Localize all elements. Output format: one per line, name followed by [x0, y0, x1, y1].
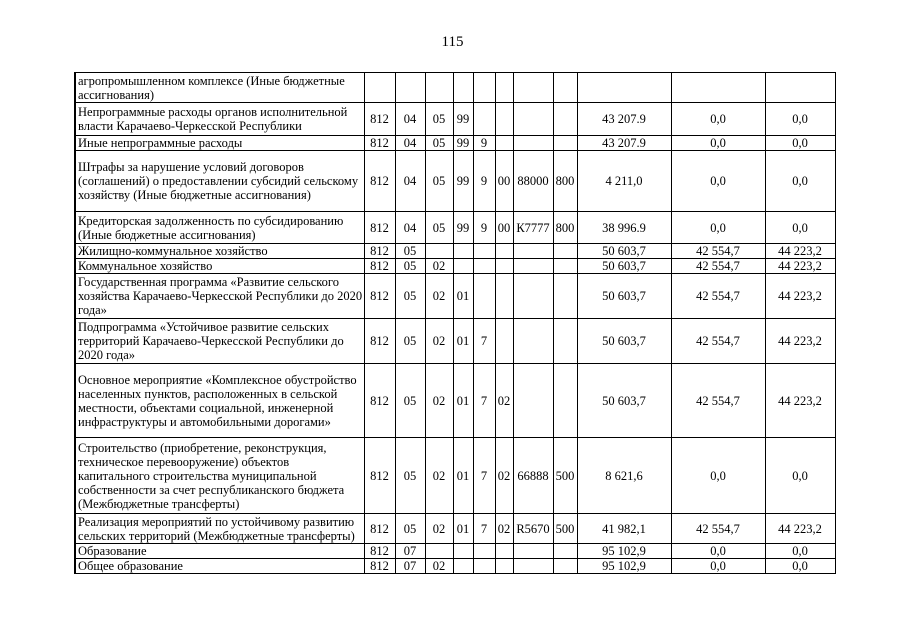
- cell-rz: 04: [395, 151, 425, 212]
- cell-p4: [513, 544, 553, 559]
- table-row: [55, 103, 835, 136]
- cell-vr: [553, 319, 577, 364]
- cell-ved: 812: [364, 103, 395, 136]
- cell-p2: [473, 544, 495, 559]
- cell-pr: 05: [425, 136, 453, 151]
- cell-p4: [513, 136, 553, 151]
- cell-p4: [513, 259, 553, 274]
- cell-y2: [671, 73, 765, 103]
- cell-rz: 05: [395, 274, 425, 319]
- cell-ved: 812: [364, 259, 395, 274]
- cell-pr: 02: [425, 364, 453, 438]
- cell-p3: 02: [495, 364, 513, 438]
- cell-vr: [553, 73, 577, 103]
- cell-p1: [453, 559, 473, 574]
- cell-p4: [513, 244, 553, 259]
- cell-pr: 02: [425, 514, 453, 544]
- cell-p1: 01: [453, 514, 473, 544]
- cell-y1: 50 603,7: [577, 319, 671, 364]
- cell-pr: 02: [425, 559, 453, 574]
- cell-y2: 0,0: [671, 438, 765, 514]
- cell-pr: 02: [425, 259, 453, 274]
- cell-p3: 02: [495, 514, 513, 544]
- row-name: Основное мероприятие «Комплексное обустройство населенных пунктов, расположенных в сельской местности, объектами социальной, инженерной инфраструктуры и автомобильными дорогами»: [75, 364, 364, 438]
- cell-ved: 812: [364, 244, 395, 259]
- cell-rz: 05: [395, 438, 425, 514]
- table-row: [55, 259, 835, 274]
- cell-vr: 500: [553, 438, 577, 514]
- cell-p3: 00: [495, 212, 513, 244]
- cell-pr: 02: [425, 319, 453, 364]
- cell-y2: 0,0: [671, 544, 765, 559]
- row-margin: [55, 259, 75, 274]
- cell-p1: 99: [453, 212, 473, 244]
- cell-y3: 44 223,2: [765, 244, 835, 259]
- cell-y1: 43 207.9: [577, 136, 671, 151]
- cell-y3: 0,0: [765, 559, 835, 574]
- cell-p1: 99: [453, 151, 473, 212]
- row-margin: [55, 544, 75, 559]
- cell-ved: 812: [364, 136, 395, 151]
- cell-pr: 02: [425, 274, 453, 319]
- cell-y3: 0,0: [765, 151, 835, 212]
- cell-y2: 0,0: [671, 136, 765, 151]
- cell-ved: 812: [364, 274, 395, 319]
- table-row: [55, 73, 835, 103]
- cell-rz: 04: [395, 212, 425, 244]
- page-number: 115: [441, 34, 464, 50]
- cell-rz: [395, 73, 425, 103]
- cell-p3: [495, 73, 513, 103]
- table-row: [55, 514, 835, 544]
- table-row: [55, 364, 835, 438]
- cell-ved: 812: [364, 319, 395, 364]
- cell-y1: 38 996.9: [577, 212, 671, 244]
- cell-rz: 05: [395, 319, 425, 364]
- cell-p4: [513, 364, 553, 438]
- cell-y2: 42 554,7: [671, 259, 765, 274]
- cell-p2: [473, 244, 495, 259]
- table-row: [55, 544, 835, 559]
- cell-y3: 0,0: [765, 544, 835, 559]
- table-row: [55, 244, 835, 259]
- cell-vr: [553, 559, 577, 574]
- cell-p3: [495, 544, 513, 559]
- cell-p4: [513, 274, 553, 319]
- cell-y3: 0,0: [765, 438, 835, 514]
- cell-p1: 01: [453, 364, 473, 438]
- row-margin: [55, 73, 75, 103]
- cell-p3: 02: [495, 438, 513, 514]
- cell-p1: [453, 73, 473, 103]
- row-name: агропромышленном комплексе (Иные бюджетные ассигнования): [75, 73, 364, 103]
- cell-y2: 0,0: [671, 151, 765, 212]
- cell-p2: [473, 559, 495, 574]
- cell-p3: [495, 244, 513, 259]
- row-name: Подпрограмма «Устойчивое развитие сельских территорий Карачаево-Черкесской Республики до 2020 года»: [75, 319, 364, 364]
- row-name: Штрафы за нарушение условий договоров (соглашений) о предоставлении субсидий сельскому хозяйству (Иные бюджетные ассигнования): [75, 151, 364, 212]
- cell-y3: 44 223,2: [765, 364, 835, 438]
- row-margin: [55, 319, 75, 364]
- row-name: Строительство (приобретение, реконструкция, техническое перевооружение) объектов капитального строительства муниципальной собственности за счет республиканского бюджета (Межбюджетные трансферты): [75, 438, 364, 514]
- cell-y2: 42 554,7: [671, 364, 765, 438]
- cell-y3: 0,0: [765, 136, 835, 151]
- cell-pr: 05: [425, 151, 453, 212]
- cell-ved: 812: [364, 212, 395, 244]
- cell-vr: 500: [553, 514, 577, 544]
- cell-p4: [513, 73, 553, 103]
- cell-y2: 0,0: [671, 103, 765, 136]
- row-name: Иные непрограммные расходы: [75, 136, 364, 151]
- cell-p2: 7: [473, 319, 495, 364]
- cell-p2: [473, 103, 495, 136]
- cell-y3: [765, 73, 835, 103]
- cell-p2: 7: [473, 438, 495, 514]
- row-name: Кредиторская задолженность по субсидированию (Иные бюджетные ассигнования): [75, 212, 364, 244]
- cell-vr: [553, 244, 577, 259]
- row-name: Непрограммные расходы органов исполнительной власти Карачаево-Черкесской Республики: [75, 103, 364, 136]
- table-row: [55, 212, 835, 244]
- cell-p1: 01: [453, 438, 473, 514]
- cell-y1: 50 603,7: [577, 274, 671, 319]
- cell-vr: [553, 544, 577, 559]
- cell-p1: 01: [453, 319, 473, 364]
- cell-p2: 9: [473, 136, 495, 151]
- cell-p4: [513, 103, 553, 136]
- cell-vr: 800: [553, 212, 577, 244]
- cell-p4: [513, 559, 553, 574]
- cell-y2: 0,0: [671, 559, 765, 574]
- cell-pr: 02: [425, 438, 453, 514]
- cell-p3: [495, 559, 513, 574]
- cell-ved: 812: [364, 514, 395, 544]
- cell-y3: 44 223,2: [765, 274, 835, 319]
- cell-y1: 50 603,7: [577, 244, 671, 259]
- cell-rz: 07: [395, 559, 425, 574]
- cell-rz: 07: [395, 544, 425, 559]
- cell-p2: [473, 73, 495, 103]
- row-name: Жилищно-коммунальное хозяйство: [75, 244, 364, 259]
- cell-vr: [553, 259, 577, 274]
- table-row: [55, 559, 835, 574]
- row-margin: [55, 514, 75, 544]
- cell-y3: 0,0: [765, 103, 835, 136]
- cell-p2: 7: [473, 514, 495, 544]
- cell-p3: [495, 136, 513, 151]
- cell-vr: [553, 136, 577, 151]
- cell-rz: 05: [395, 244, 425, 259]
- cell-ved: 812: [364, 559, 395, 574]
- row-margin: [55, 364, 75, 438]
- cell-p2: 7: [473, 364, 495, 438]
- cell-vr: [553, 274, 577, 319]
- row-margin: [55, 244, 75, 259]
- cell-ved: 812: [364, 544, 395, 559]
- cell-y1: [577, 73, 671, 103]
- row-name: Государственная программа «Развитие сельского хозяйства Карачаево-Черкесской Республики до 2020 года»: [75, 274, 364, 319]
- table-row: [55, 438, 835, 514]
- cell-p2: [473, 274, 495, 319]
- row-margin: [55, 438, 75, 514]
- cell-y3: 0,0: [765, 212, 835, 244]
- cell-rz: 04: [395, 136, 425, 151]
- cell-pr: [425, 73, 453, 103]
- cell-pr: [425, 244, 453, 259]
- cell-vr: [553, 103, 577, 136]
- cell-p1: [453, 544, 473, 559]
- cell-pr: 05: [425, 103, 453, 136]
- budget-table: [55, 72, 836, 574]
- cell-rz: 05: [395, 364, 425, 438]
- cell-y1: 95 102,9: [577, 559, 671, 574]
- cell-p4: 66888: [513, 438, 553, 514]
- cell-y1: 95 102,9: [577, 544, 671, 559]
- row-margin: [55, 212, 75, 244]
- cell-y1: 50 603,7: [577, 259, 671, 274]
- cell-y1: 50 603,7: [577, 364, 671, 438]
- cell-p1: [453, 244, 473, 259]
- row-margin: [55, 136, 75, 151]
- cell-vr: 800: [553, 151, 577, 212]
- cell-p4: R5670: [513, 514, 553, 544]
- cell-vr: [553, 364, 577, 438]
- row-margin: [55, 151, 75, 212]
- row-name: Образование: [75, 544, 364, 559]
- table-row: [55, 274, 835, 319]
- table-row: [55, 319, 835, 364]
- cell-p4: [513, 319, 553, 364]
- row-margin: [55, 103, 75, 136]
- table-row: [55, 151, 835, 212]
- cell-p4: 88000: [513, 151, 553, 212]
- row-name: Коммунальное хозяйство: [75, 259, 364, 274]
- cell-p3: [495, 259, 513, 274]
- cell-rz: 04: [395, 103, 425, 136]
- cell-rz: 05: [395, 259, 425, 274]
- cell-p1: 99: [453, 136, 473, 151]
- cell-p2: 9: [473, 151, 495, 212]
- cell-p3: 00: [495, 151, 513, 212]
- cell-y2: 42 554,7: [671, 319, 765, 364]
- cell-y2: 0,0: [671, 212, 765, 244]
- cell-ved: 812: [364, 438, 395, 514]
- cell-pr: [425, 544, 453, 559]
- cell-y1: 43 207.9: [577, 103, 671, 136]
- row-name: Общее образование: [75, 559, 364, 574]
- cell-pr: 05: [425, 212, 453, 244]
- cell-y1: 8 621,6: [577, 438, 671, 514]
- row-margin: [55, 274, 75, 319]
- cell-p3: [495, 274, 513, 319]
- table-row: [55, 136, 835, 151]
- cell-y3: 44 223,2: [765, 319, 835, 364]
- cell-y3: 44 223,2: [765, 514, 835, 544]
- cell-p3: [495, 319, 513, 364]
- cell-y3: 44 223,2: [765, 259, 835, 274]
- cell-p3: [495, 103, 513, 136]
- cell-ved: [364, 73, 395, 103]
- cell-y1: 41 982,1: [577, 514, 671, 544]
- cell-y2: 42 554,7: [671, 514, 765, 544]
- row-margin: [55, 559, 75, 574]
- cell-y1: 4 211,0: [577, 151, 671, 212]
- cell-y2: 42 554,7: [671, 274, 765, 319]
- cell-p1: 99: [453, 103, 473, 136]
- cell-y2: 42 554,7: [671, 244, 765, 259]
- cell-p1: 01: [453, 274, 473, 319]
- cell-ved: 812: [364, 364, 395, 438]
- cell-ved: 812: [364, 151, 395, 212]
- row-name: Реализация мероприятий по устойчивому развитию сельских территорий (Межбюджетные трансферты): [75, 514, 364, 544]
- cell-p2: 9: [473, 212, 495, 244]
- cell-p2: [473, 259, 495, 274]
- cell-p1: [453, 259, 473, 274]
- cell-p4: К7777: [513, 212, 553, 244]
- cell-rz: 05: [395, 514, 425, 544]
